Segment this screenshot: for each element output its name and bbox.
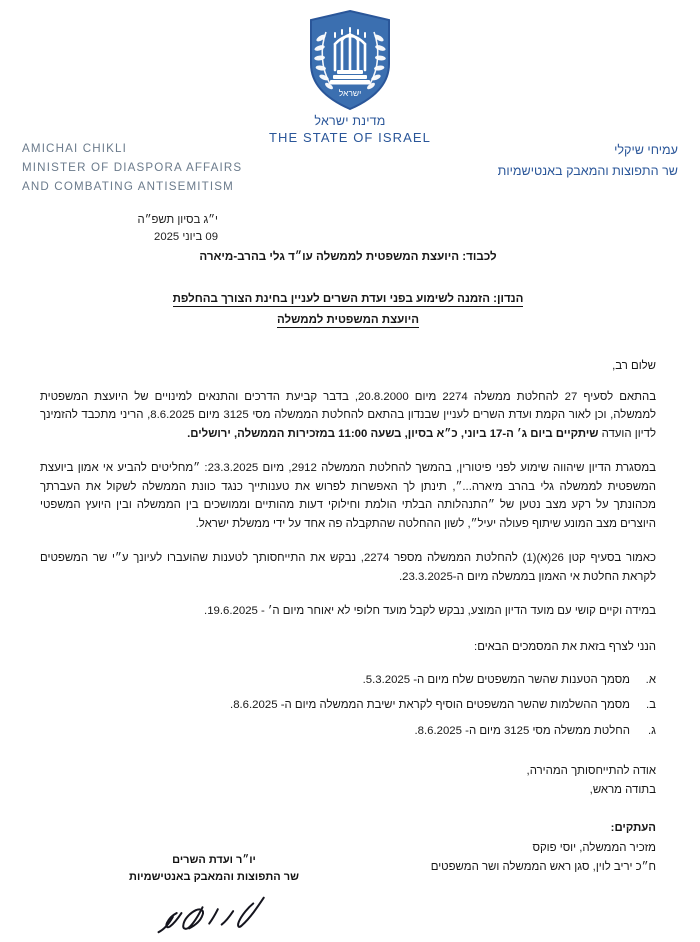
list-item (32, 671, 664, 689)
letterhead-english-block (22, 140, 242, 196)
emblem-caption-english: THE STATE OF ISRAEL (269, 129, 431, 145)
cc-item: מזכיר הממשלה, יוסי פוקס (532, 842, 656, 855)
subject-line (98, 289, 598, 332)
handwritten-signature-icon (114, 927, 314, 939)
date-block (138, 212, 218, 246)
attachments-intro: הנני לצרף בזאת את המסמכים הבאים: (474, 641, 656, 654)
paragraph-section-26: כאמור בסעיף קטן 26(א)(1) להחלטת הממשלה מספר 2274, נבקש את התייחסותך לטענות שהועברו לעיונך ע״י שר המשפטים לקראת החלטת אי האמון בממשלה מיום ה-23.3.2025. (40, 552, 656, 583)
minister-name-english: AMICHAI CHIKLI (22, 142, 128, 155)
signature-title-line2: שר התפוצות והמאבק באנטישמיות (129, 871, 299, 884)
attachment-marker: ב. (646, 699, 656, 712)
attachment-text: מסמך הטענות שהשר המשפטים שלח מיום ה- 5.3.2025. (362, 673, 630, 686)
hearing-date-time-emphasis: שיתקיים ביום ג׳ ה-17 ביוני, כ״א בסיון, בשעה 11:00 במזכירות הממשלה, ירושלים. (187, 427, 599, 440)
closing-line-2: בתודה מראש, (589, 783, 656, 796)
attachment-marker: א. (645, 673, 656, 686)
list-item (32, 722, 664, 740)
paragraph-hearing-context: במסגרת הדיון שיהווה שימוע לפני פיטורין, בהמשך להחלטת הממשלה 2912, מיום 23.3.2025: ״מחליטים להביע אי אמון ביועצת המשפטית לממשלה גלי בהרב מיארה...״, תינתן לך האפשרות לפרוש את טענותייך כנגד כוונת הממשלה לשקול את העברתך מכהונתך על רקע מצב נטען של ״התנהלותה הבלתי הולמת וחילוקי דעות מהותיים וממושכים בין הממשלה ובין היועץ המשפטי היוצרים מצב המונע שיתוף פעולה יעיל״, לשון ההחלטה שהתקבלה פה אחד על ידי ממשלת ישראל. (40, 462, 656, 530)
addressee-line: לכבוד: היועצת המשפטית לממשלה עו״ד גלי בהרב-מיארה (199, 250, 497, 263)
date-gregorian: 09 ביוני 2025 (154, 230, 218, 243)
israel-state-emblem-icon (0, 8, 700, 112)
paragraph-invitation (32, 388, 664, 443)
attachment-text: החלטת ממשלה מסי 3125 מיום ה- 8.6.2025. (414, 724, 630, 737)
closing-block (32, 762, 656, 799)
greeting: שלום רב, (612, 360, 656, 373)
signature-block (86, 852, 342, 942)
paragraph-invitation-text: בהתאם לסעיף 27 להחלטת ממשלה 2274 מיום 20.8.2000, בדבר קביעת הדרכים והתנאים למינויים של היועצת המשפטית לממשלה, וכן לאור הקמת ועדת השרים לעניין שבנדון בהתאם להחלטת הממשלה מסי 3125 מיום 8.6.2025, הריני מתכבד להזמינך לדיון הועדה (40, 390, 657, 440)
closing-line-1: אודה להתייחסותך המהירה, (526, 765, 656, 778)
minister-title-hebrew: שר התפוצות והמאבק באנטישמיות (497, 164, 678, 179)
subject-line-1: הנדון: הזמנה לשימוע בפני ועדת השרים לעניין בחינת הצורך בהחלפת (172, 292, 524, 305)
emblem-caption-hebrew: מדינת ישראל (314, 114, 386, 128)
letterhead-hebrew-block (498, 140, 678, 182)
attachment-marker: ג. (648, 724, 656, 737)
minister-title-english-line2: AND COMBATING ANTISEMITISM (22, 179, 234, 193)
minister-title-english-line1: MINISTER OF DIASPORA AFFAIRS (22, 160, 243, 174)
emblem-shield-text: ישראל (338, 88, 362, 98)
letterhead-emblem-block (0, 8, 700, 146)
date-hebrew: י״ג בסיון תשפ״ה (137, 214, 218, 226)
attachment-text: מסמך ההשלמות שהשר המשפטים הוסיף לקראת ישיבת הממשלה מיום ה- 8.6.2025. (230, 699, 630, 712)
cc-title: העתקים: (610, 821, 656, 834)
letter-body (32, 248, 664, 876)
cc-item: ח״כ יריב לוין, סגן ראש הממשלה ושר המשפטים (430, 860, 656, 873)
subject-line-2: היועצת המשפטית לממשלה (277, 314, 419, 327)
minister-name-hebrew: עמיחי שיקלי (614, 143, 678, 157)
list-item (32, 696, 664, 714)
signature-title-line1: יו״ר ועדת השרים (172, 854, 256, 866)
paragraph-alternative-date: במידה וקיים קושי עם מועד הדיון המוצע, נבקש לקבל מועד חלופי לא יאוחר מיום ה׳ - 19.6.2025. (204, 605, 656, 617)
attachments-list (32, 671, 664, 740)
